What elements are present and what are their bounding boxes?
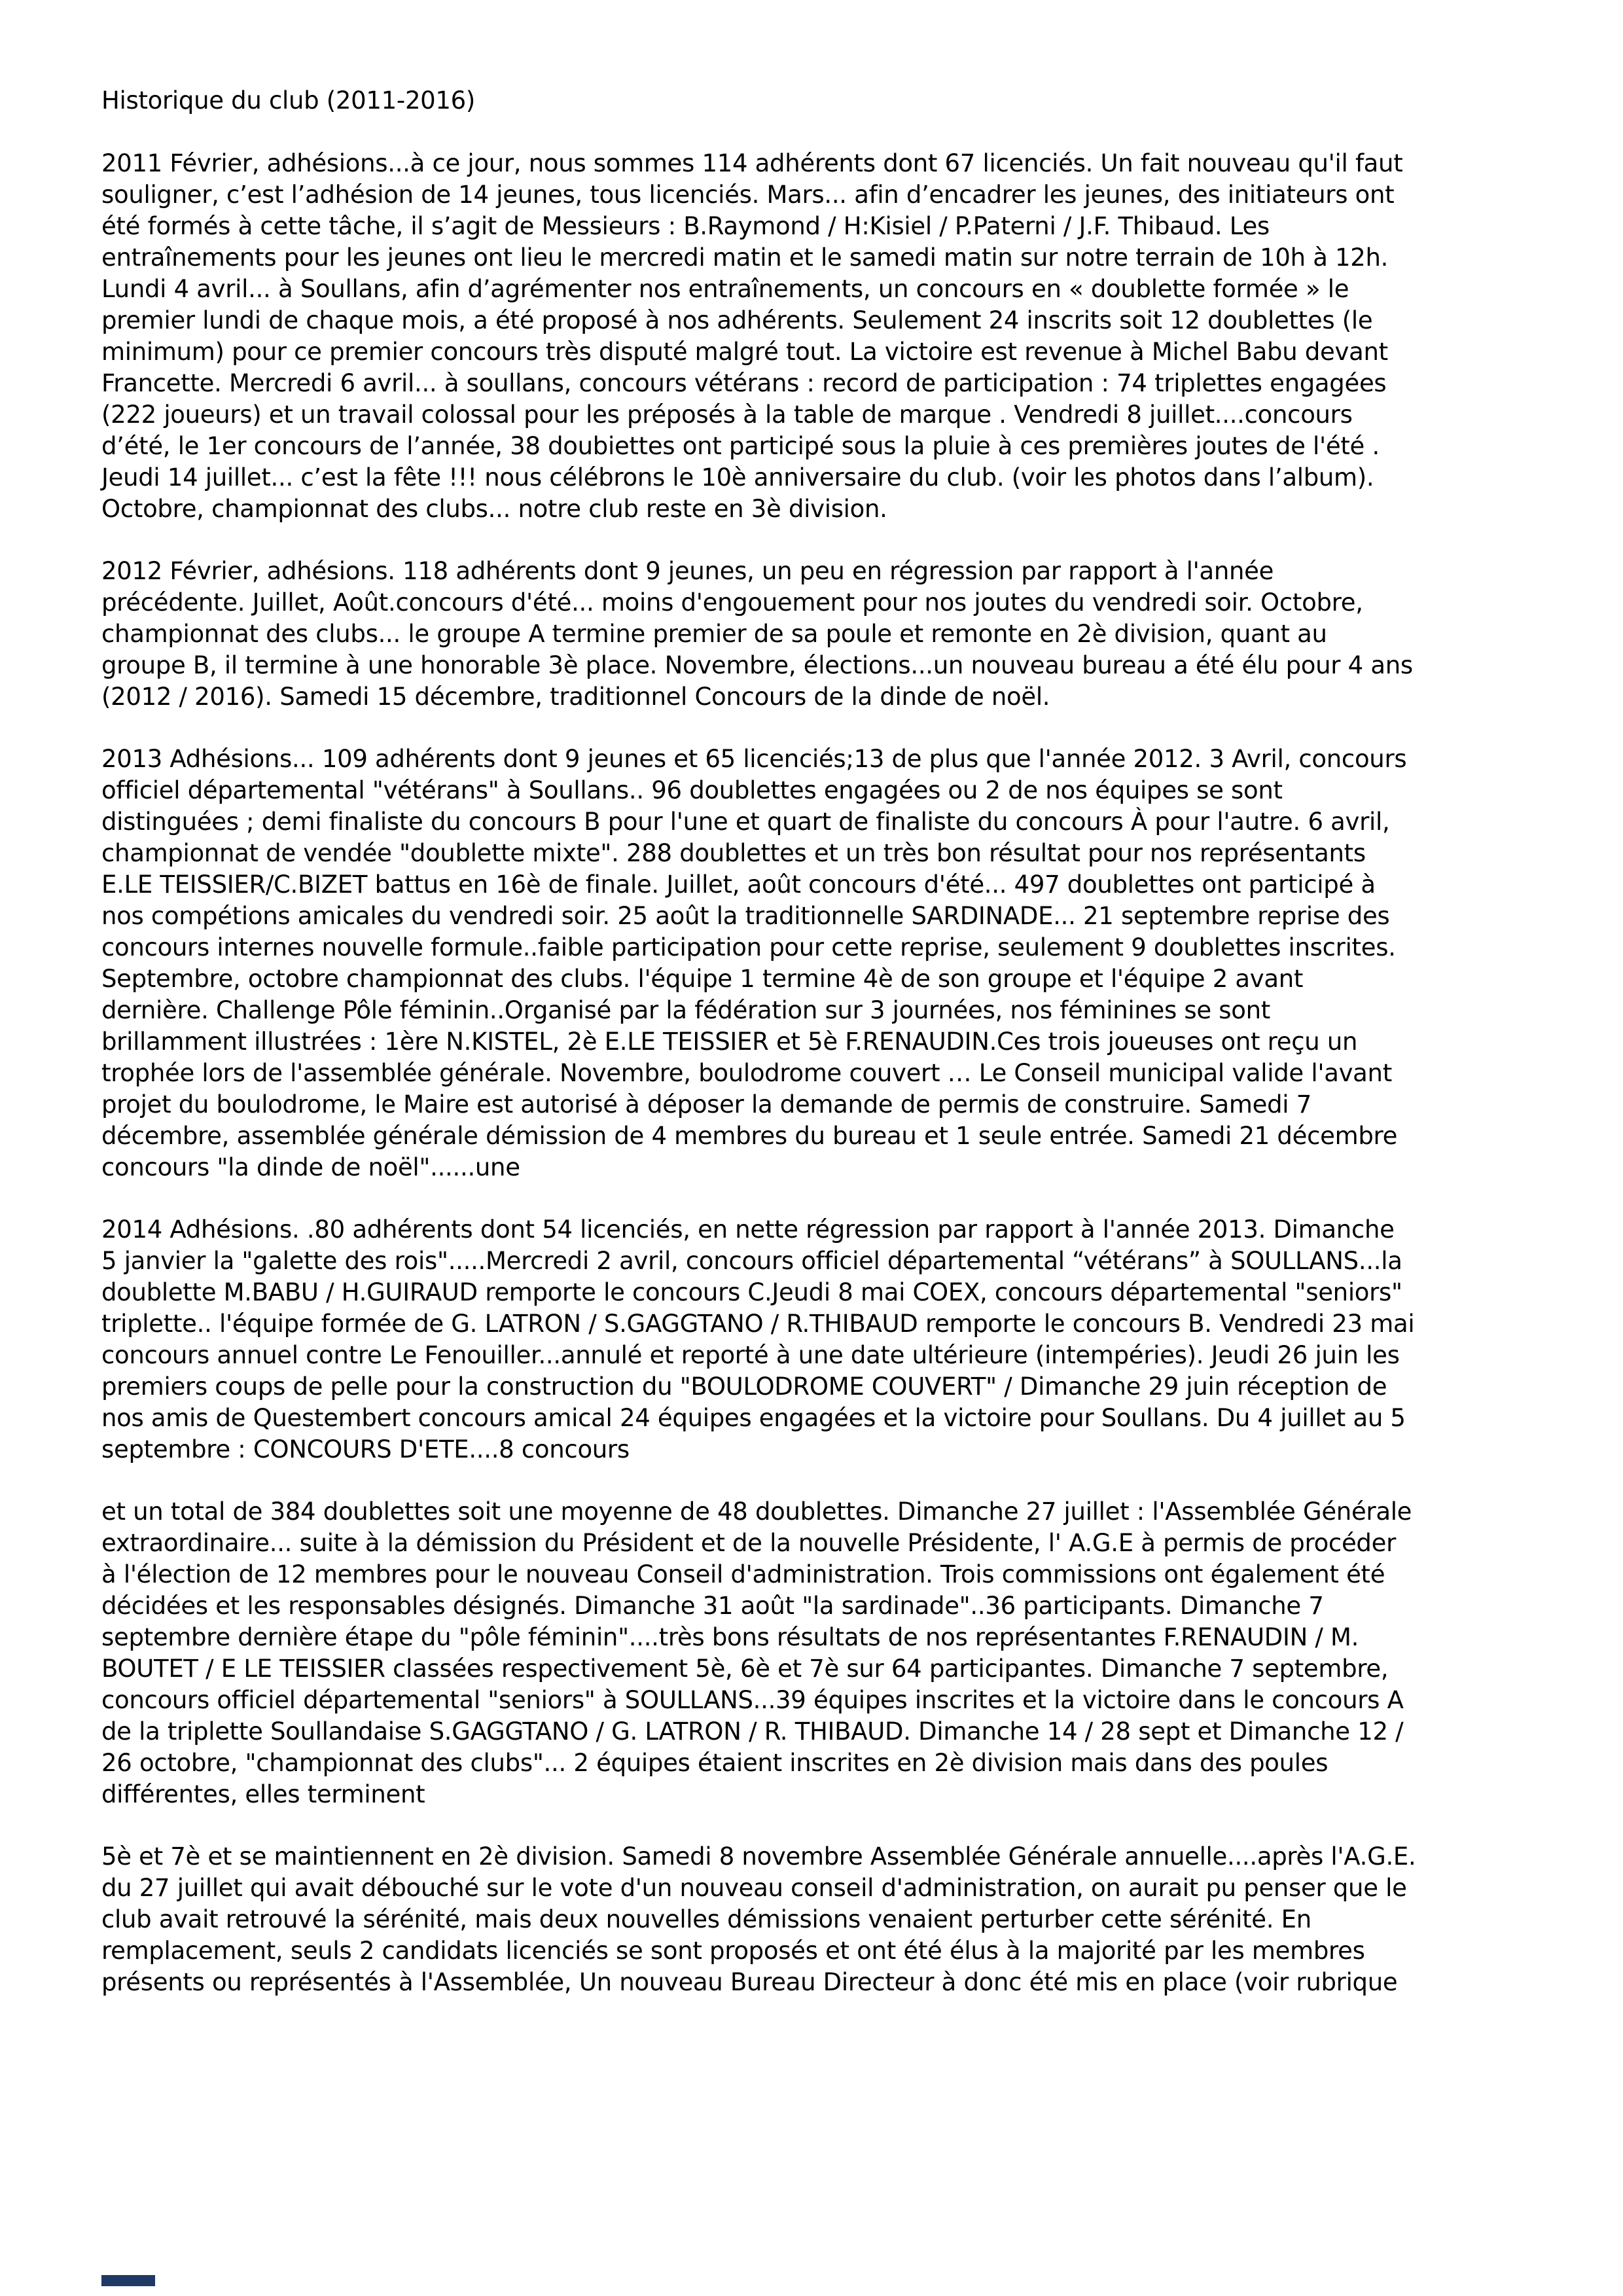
footer-bar-fragment — [101, 2275, 155, 2286]
page-title: Historique du club (2011-2016) — [101, 86, 476, 115]
document-content — [101, 85, 1417, 2029]
paragraph-2014: 2014 Adhésions. .80 adhérents dont 54 licenciés, en nette régression par rapport à l'année 2013. Dimanche 5 janvier la "galette des rois".....Mercredi 2 avril, concours officiel départemental “vétérans” à SOULLANS...la doublette M.BABU / H.GUIRAUD remporte le concours C.Jeudi 8 mai COEX, concours départemental "seniors" triplette.. l'équipe formée de G. LATRON / S.GAGGTANO / R.THIBAUD remporte le concours B. Vendredi 23 mai concours annuel contre Le Fenouiller...annulé et reporté à une date ultérieure (intempéries). Jeudi 26 juin les premiers coups de pelle pour la construction du "BOULODROME COUVERT" / Dimanche 29 juin réception de nos amis de Questembert concours amical 24 équipes engagées et la victoire pour Soullans. Du 4 juillet au 5 septembre : CONCOURS D'ETE....8 concours — [101, 1215, 1415, 1463]
paragraph-2013: 2013 Adhésions... 109 adhérents dont 9 jeunes et 65 licenciés;13 de plus que l'année 2012. 3 Avril, concours officiel départemental "vétérans" à Soullans.. 96 doublettes engagées ou 2 de nos équipes se sont distinguées ; demi finaliste du concours B pour l'une et quart de finaliste du concours À pour l'autre. 6 avril, championnat de vendée "doublette mixte". 288 doublettes et un très bon résultat pour nos représentants E.LE TEISSIER/C.BIZET battus en 16è de finale. Juillet, août concours d'été... 497 doublettes ont participé à nos compétions amicales du vendredi soir. 25 août la traditionnelle SARDINADE... 21 septembre reprise des concours internes nouvelle formule..faible participation pour cette reprise, seulement 9 doublettes inscrites. Septembre, octobre championnat des clubs. l'équipe 1 termine 4è de son groupe et l'équipe 2 avant dernière. Challenge Pôle féminin..Organisé par la fédération sur 3 journées, nos féminines se sont brillamment illustrées : 1ère N.KISTEL, 2è E.LE TEISSIER et 5è F.RENAUDIN.Ces trois joueuses ont reçu un trophée lors de l'assemblée générale. Novembre, boulodrome couvert … Le Conseil municipal valide l'avant projet du boulodrome, le Maire est autorisé à déposer la demande de permis de construire. Samedi 7 décembre, assemblée générale démission de 4 membres du bureau et 1 seule entrée. Samedi 21 décembre concours "la dinde de noël"......une — [101, 745, 1407, 1181]
paragraph-2014-fin: 5è et 7è et se maintiennent en 2è division. Samedi 8 novembre Assemblée Générale annuelle....après l'A.G.E. du 27 juillet qui avait débouché sur le vote d'un nouveau conseil d'administration, on aurait pu penser que le club avait retrouvé la sérénité, mais deux nouvelles démissions venaient perturber cette sérénité. En remplacement, seuls 2 candidats licenciés se sont proposés et ont été élus à la majorité par les membres présents ou représentés à l'Assemblée, Un nouveau Bureau Directeur à donc été mis en place (voir rubrique — [101, 1842, 1416, 1996]
paragraph-2012: 2012 Février, adhésions. 118 adhérents dont 9 jeunes, un peu en régression par rapport à l'année précédente. Juillet, Août.concours d'été... moins d'engouement pour nos joutes du vendredi soir. Octobre, championnat des clubs... le groupe A termine premier de sa poule et remonte en 2è division, quant au groupe B, il termine à une honorable 3è place. Novembre, élections...un nouveau bureau a été élu pour 4 ans (2012 / 2016). Samedi 15 décembre, traditionnel Concours de la dinde de noël. — [101, 557, 1413, 711]
paragraph-2014-suite: et un total de 384 doublettes soit une moyenne de 48 doublettes. Dimanche 27 juillet : l'Assemblée Générale extraordinaire... suite à la démission du Président et de la nouvelle Présidente, l' A.G.E à permis de procéder à l'élection de 12 membres pour le nouveau Conseil d'administration. Trois commissions ont également été décidées et les responsables désignés. Dimanche 31 août "la sardinade"..36 participants. Dimanche 7 septembre dernière étape du "pôle féminin"....très bons résultats de nos représentantes F.RENAUDIN / M. BOUTET / E LE TEISSIER classées respectivement 5è, 6è et 7è sur 64 participantes. Dimanche 7 septembre, concours officiel départemental "seniors" à SOULLANS...39 équipes inscrites et la victoire dans le concours A de la triplette Soullandaise S.GAGGTANO / G. LATRON / R. THIBAUD. Dimanche 14 / 28 sept et Dimanche 12 / 26 octobre, "championnat des clubs"... 2 équipes étaient inscrites en 2è division mais dans des poules différentes, elles terminent — [101, 1498, 1412, 1808]
paragraph-2011: 2011 Février, adhésions...à ce jour, nous sommes 114 adhérents dont 67 licenciés. Un fait nouveau qu'il faut souligner, c’est l’adhésion de 14 jeunes, tous licenciés. Mars... afin d’encadrer les jeunes, des initiateurs ont été formés à cette tâche, il s’agit de Messieurs : B.Raymond / H:Kisiel / P.Paterni / J.F. Thibaud. Les entraînements pour les jeunes ont lieu le mercredi matin et le samedi matin sur notre terrain de 10h à 12h. Lundi 4 avril... à Soullans, afin d’agrémenter nos entraînements, un concours en « doublette formée » le premier lundi de chaque mois, a été proposé à nos adhérents. Seulement 24 inscrits soit 12 doublettes (le minimum) pour ce premier concours très disputé malgré tout. La victoire est revenue à Michel Babu devant Francette. Mercredi 6 avril... à soullans, concours vétérans : record de participation : 74 triplettes engagées (222 joueurs) et un travail colossal pour les préposés à la table de marque . Vendredi 8 juillet....concours d’été, le 1er concours de l’année, 38 doubiettes ont participé sous la pluie à ces premières joutes de l'été . Jeudi 14 juillet... c’est la fête !!! nous célébrons le 10è anniversaire du club. (voir les photos dans l’album). Octobre, championnat des clubs... notre club reste en 3è division. — [101, 149, 1403, 523]
